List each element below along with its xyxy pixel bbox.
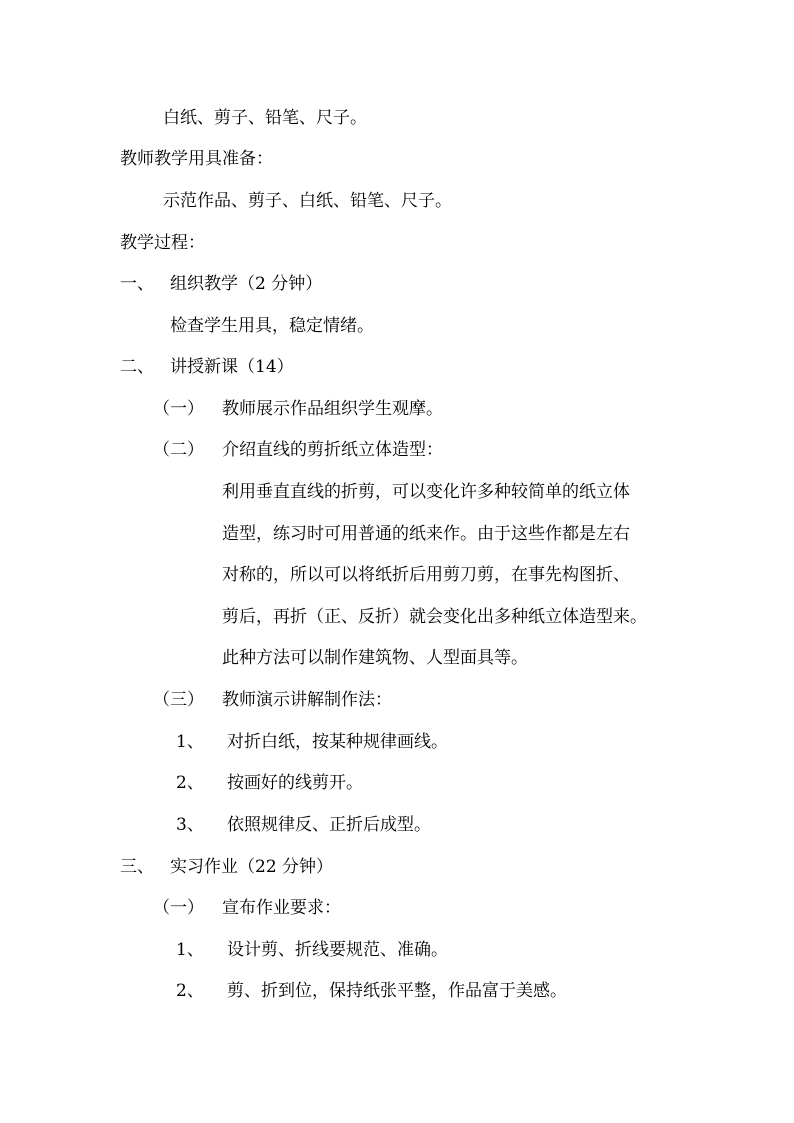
section-number: 三、: [120, 857, 154, 877]
section-title: 讲授新课（14）: [170, 357, 294, 377]
paragraph-line: 剪后，再折（正、反折）就会变化出多种纸立体造型来。: [222, 607, 647, 627]
step-text: 剪、折到位，保持纸张平整，作品富于美感。: [227, 981, 567, 1001]
step-number: 2、: [176, 773, 204, 793]
subsection-text: 教师演示讲解制作法：: [222, 690, 392, 710]
section-title: 组织教学（2 分钟）: [170, 274, 323, 294]
step-text: 设计剪、折线要规范、准确。: [227, 940, 448, 960]
section-body: 检查学生用具，稳定情绪。: [170, 316, 374, 336]
step-number: 2、: [176, 981, 204, 1001]
step-text: 按画好的线剪开。: [227, 773, 363, 793]
subsection-text: 宣布作业要求：: [222, 898, 341, 918]
subsection-number: （一）: [153, 898, 204, 918]
section-number: 二、: [120, 357, 154, 377]
student-materials: 白纸、剪子、铅笔、尺子。: [163, 108, 367, 128]
subsection-number: （一）: [153, 399, 204, 419]
paragraph-line: 利用垂直直线的折剪，可以变化许多种较简单的纸立体: [222, 482, 630, 502]
step-number: 1、: [176, 940, 204, 960]
teacher-materials: 示范作品、剪子、白纸、铅笔、尺子。: [163, 191, 452, 211]
section-title: 实习作业（22 分钟）: [170, 857, 334, 877]
step-number: 1、: [176, 732, 204, 752]
step-text: 对折白纸，按某种规律画线。: [227, 732, 448, 752]
paragraph-line: 造型，练习时可用普通的纸来作。由于这些作都是左右: [222, 524, 630, 544]
subsection-number: （三）: [153, 690, 204, 710]
paragraph-line: 对称的，所以可以将纸折后用剪刀剪，在事先构图折、: [222, 565, 630, 585]
section-number: 一、: [120, 274, 154, 294]
teacher-prep-heading: 教师教学用具准备：: [120, 149, 273, 169]
process-heading: 教学过程：: [120, 233, 205, 253]
subsection-number: （二）: [153, 440, 204, 460]
step-number: 3、: [176, 815, 204, 835]
paragraph-line: 此种方法可以制作建筑物、人型面具等。: [222, 648, 528, 668]
subsection-text: 介绍直线的剪折纸立体造型：: [222, 440, 443, 460]
subsection-text: 教师展示作品组织学生观摩。: [222, 399, 443, 419]
step-text: 依照规律反、正折后成型。: [227, 815, 431, 835]
